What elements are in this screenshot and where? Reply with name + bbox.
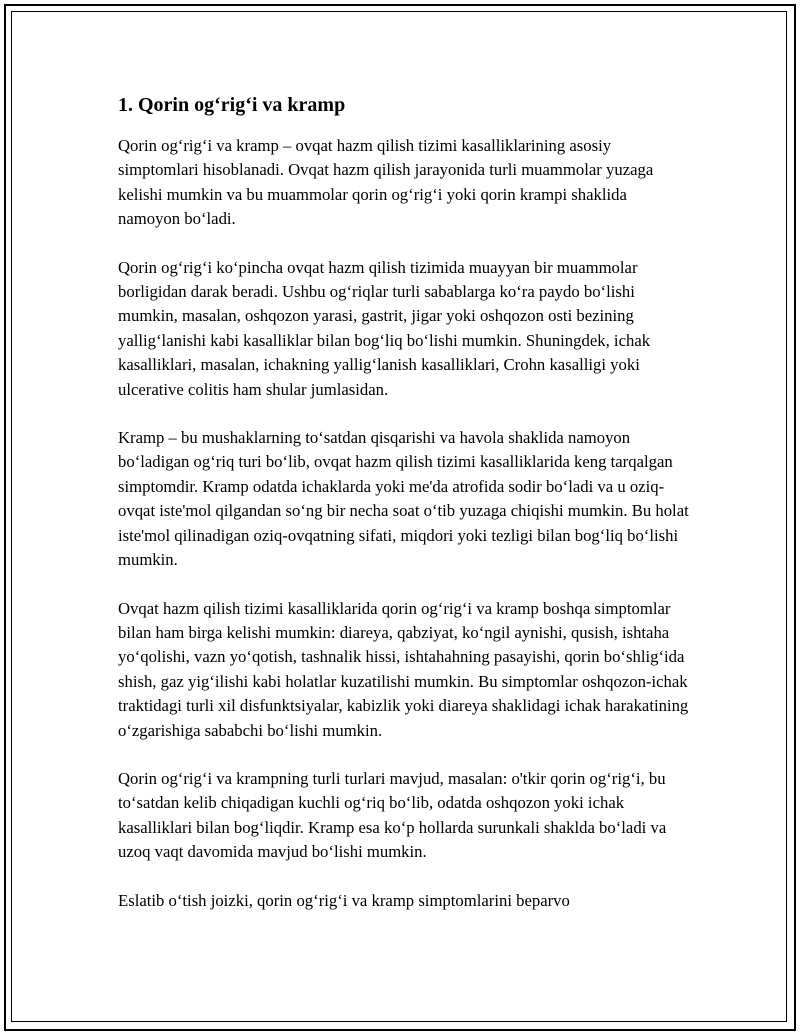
paragraph-3: Kramp – bu mushaklarning to‘satdan qisqarishi va havola shaklida namoyon bo‘ladigan og‘riq turi bo‘lib, ovqat hazm qilish tizimi kasalliklarida keng tarqalgan simptomdir. Kramp odatda ichaklarda yoki me'da atrofida sodir bo‘ladi va u oziq-ovqat iste'mol qilgandan so‘ng bir necha soat o‘tib yuzaga chiqishi mumkin. Bu holat iste'mol qilinadigan oziq-ovqatning sifati, miqdori yoki tezligi bilan bog‘liq bo‘lishi mumkin.	[118, 428, 689, 570]
document-body	[118, 88, 693, 937]
paragraph-4: Ovqat hazm qilish tizimi kasalliklarida qorin og‘rig‘i va kramp boshqa simptomlar bilan ham birga kelishi mumkin: diareya, qabziyat, ko‘ngil aynishi, qusish, ishtaha yo‘qolishi, vazn yo‘qotish, tashnalik hissi, ishtahahning pasayishi, qorin bo‘shlig‘ida shish, gaz yig‘ilishi kabi holatlar kuzatilishi mumkin. Bu simptomlar oshqozon-ichak traktidagi turli xil disfunktsiyalar, kabizlik yoki diareya shaklidagi ichak harakatining o‘zgarishiga sababchi bo‘lishi mumkin.	[118, 598, 689, 740]
paragraph-1: Qorin og‘rig‘i va kramp – ovqat hazm qilish tizimi kasalliklarining asosiy simptomlari hisoblanadi. Ovqat hazm qilish jarayonida turli muammolar yuzaga kelishi mumkin va bu muammolar qorin og‘rig‘i yoki qorin krampi shaklida namoyon bo‘ladi.	[118, 136, 654, 229]
paragraph-6: Eslatib o‘tish joizki, qorin og‘rig‘i va kramp simptomlarini beparvo	[118, 890, 570, 910]
paragraph-2: Qorin og‘rig‘i ko‘pincha ovqat hazm qilish tizimida muayyan bir muammolar borligidan darak beradi. Ushbu og‘riqlar turli sabablarga ko‘ra paydo bo‘lishi mumkin, masalan, oshqozon yarasi, gastrit, jigar yoki oshqozon osti bezining yallig‘lanishi kabi kasalliklar bilan bog‘liq bo‘lishi mumkin. Shuningdek, ichak kasalliklari, masalan, ichakning yallig‘lanish kasalliklari, Crohn kasalligi yoki ulcerative colitis ham shular jumlasidan.	[118, 257, 651, 399]
paragraph-5: Qorin og‘rig‘i va krampning turli turlari mavjud, masalan: o'tkir qorin og‘rig‘i, bu to‘satdan kelib chiqadigan kuchli og‘riq bo‘lib, odatda oshqozon yoki ichak kasalliklari bilan bog‘liqdir. Kramp esa ko‘p hollarda surunkali shaklda bo‘ladi va uzoq vaqt davomida mavjud bo‘lishi mumkin.	[118, 768, 667, 862]
section-heading: 1. Qorin og‘rig‘i va kramp	[118, 94, 346, 116]
